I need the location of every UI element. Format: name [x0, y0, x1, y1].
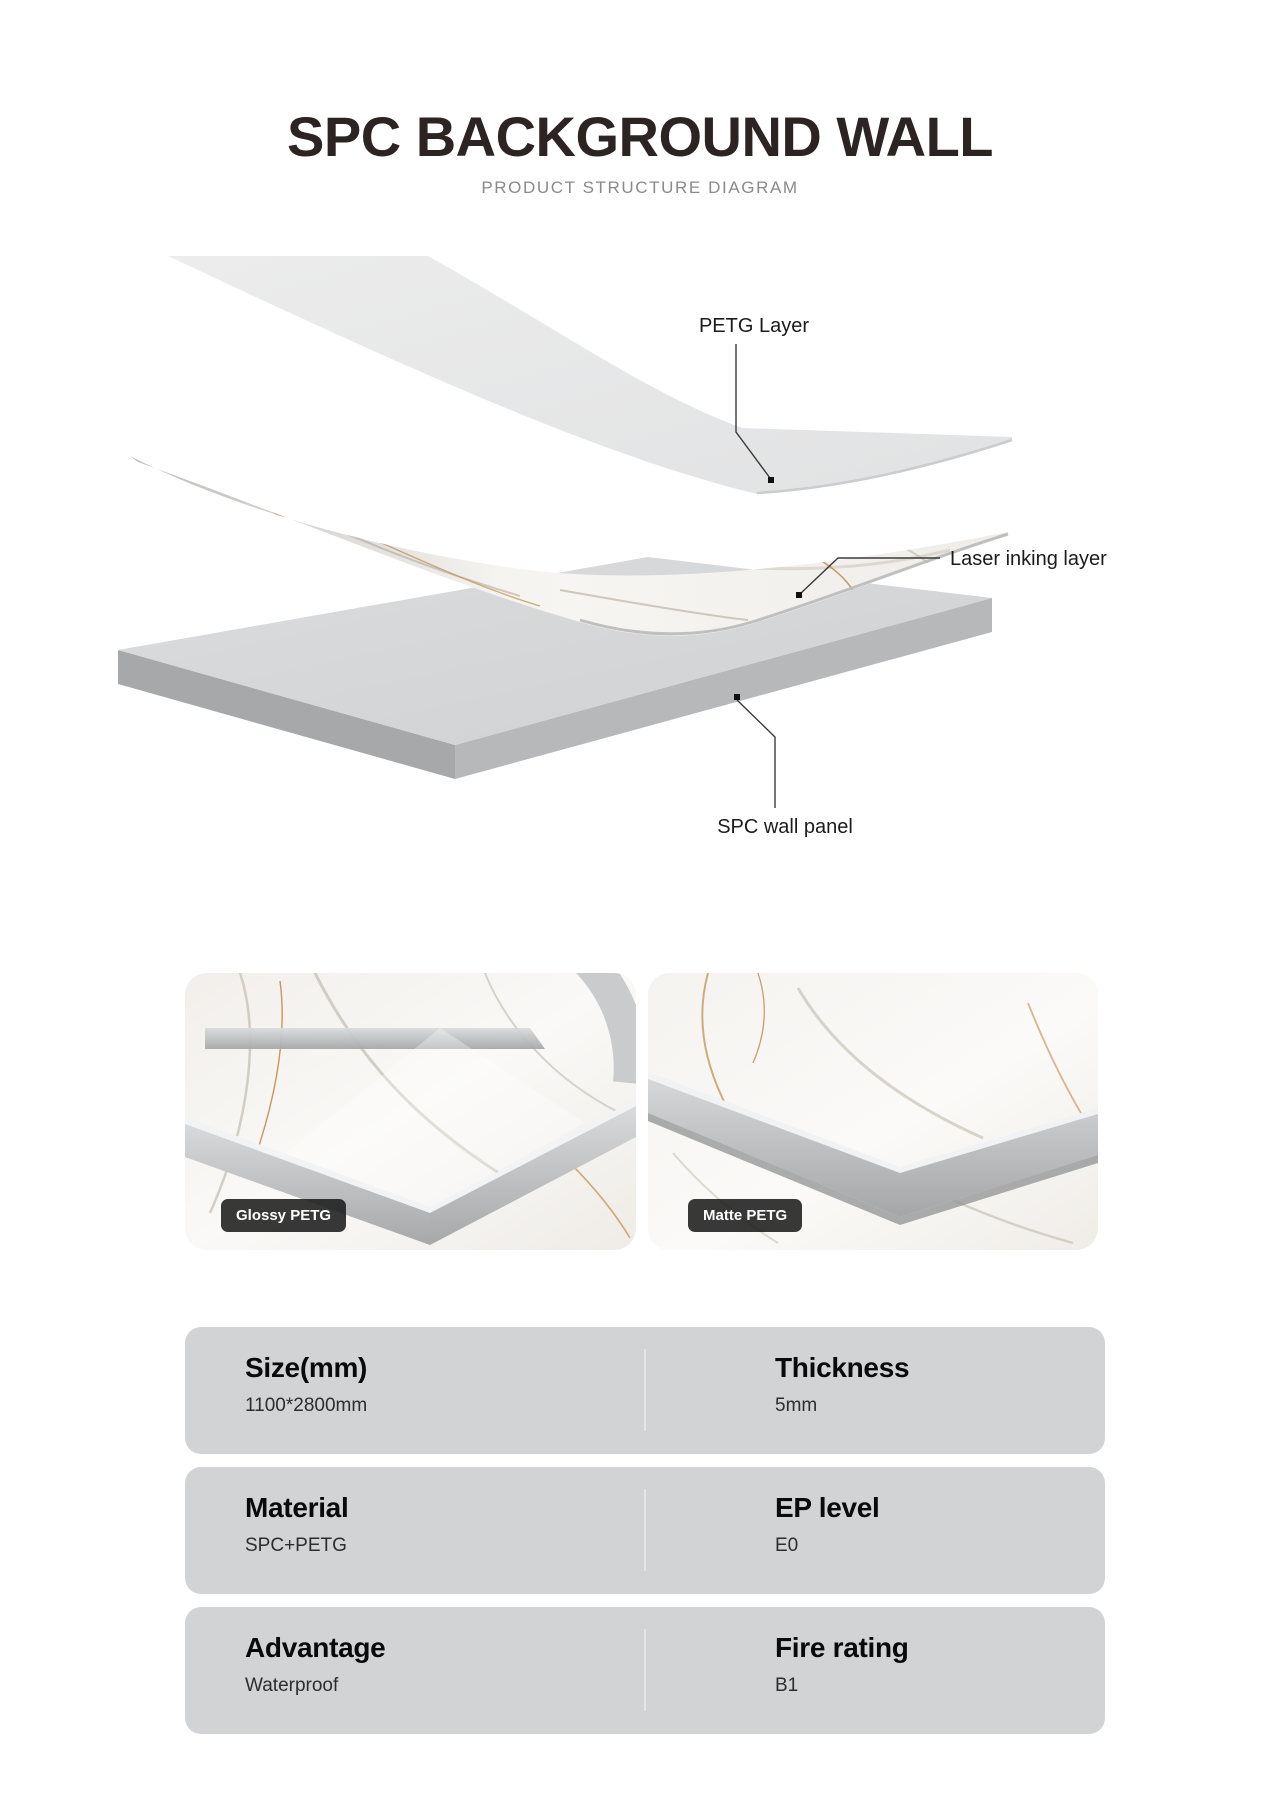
page-subtitle: PRODUCT STRUCTURE DIAGRAM — [481, 178, 799, 197]
spec-row-material-ep — [185, 1467, 1105, 1594]
spec-cell-material — [245, 1467, 625, 1594]
cell-divider — [644, 1629, 646, 1711]
spec-label: Fire rating — [775, 1632, 909, 1663]
spec-row-size-thickness — [185, 1327, 1105, 1454]
spec-cell-thickness — [775, 1327, 1095, 1454]
matte-sample-image — [648, 973, 1098, 1250]
spec-cell-ep-level — [775, 1467, 1095, 1594]
structure-diagram — [0, 230, 1280, 890]
spec-value: SPC+PETG — [245, 1535, 347, 1556]
spec-label: Material — [245, 1492, 349, 1523]
spec-cell-size — [245, 1327, 625, 1454]
spec-cell-advantage — [245, 1607, 625, 1734]
petg-layer-label: PETG Layer — [698, 315, 810, 337]
matte-chip: Matte PETG — [688, 1199, 802, 1232]
spec-label: Advantage — [245, 1632, 386, 1663]
cell-divider — [644, 1489, 646, 1571]
spec-value: Waterproof — [245, 1675, 339, 1696]
spc-panel-callout — [717, 694, 853, 838]
laser-inking-label: Laser inking layer — [950, 548, 1107, 570]
glossy-chip: Glossy PETG — [221, 1199, 346, 1232]
spec-value: 1100*2800mm — [245, 1395, 368, 1416]
cell-divider — [644, 1349, 646, 1431]
spec-label: EP level — [775, 1492, 880, 1523]
spec-row-advantage-fire — [185, 1607, 1105, 1734]
page-title: SPC BACKGROUND WALL — [286, 105, 994, 168]
spec-value: B1 — [775, 1675, 799, 1696]
spec-label: Thickness — [775, 1352, 910, 1383]
spec-value: E0 — [775, 1535, 799, 1556]
spc-panel-label: SPC wall panel — [717, 816, 853, 838]
glossy-sample-image — [185, 973, 636, 1250]
spec-value: 5mm — [775, 1395, 818, 1416]
spec-cell-fire-rating — [775, 1607, 1095, 1734]
spec-label: Size(mm) — [245, 1352, 368, 1383]
petg-layer — [168, 256, 1012, 494]
